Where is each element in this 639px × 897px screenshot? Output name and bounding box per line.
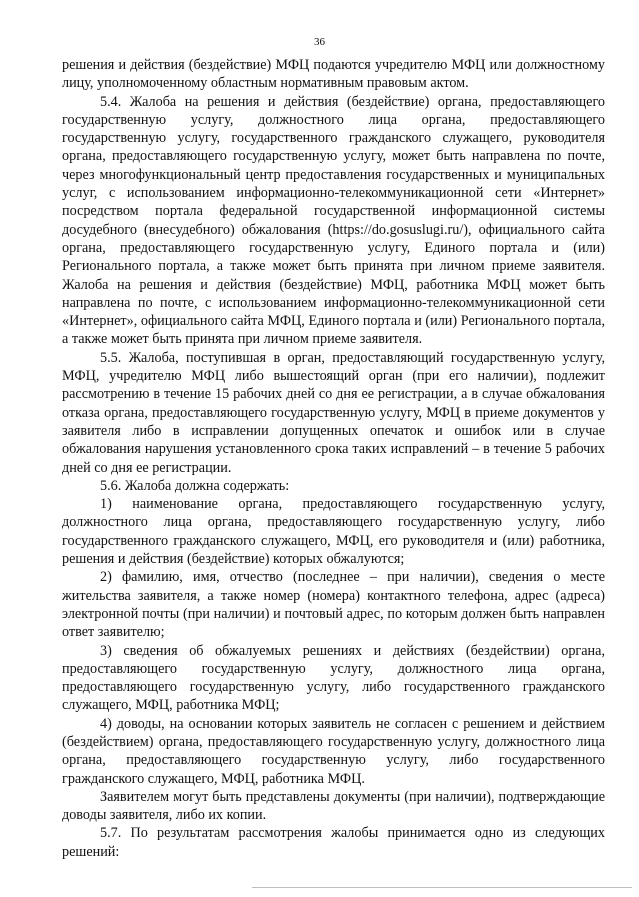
page-number: 36: [314, 36, 325, 48]
paragraph-applicant-documents: Заявителем могут быть представлены документы (при наличии), подтверждающие доводы заявителя, либо их копии.: [62, 788, 605, 824]
list-item-2: 2) фамилию, имя, отчество (последнее – при наличии), сведения о месте жительства заявителя, а также номер (номера) контактного телефона, адрес (адреса) электронной почты (при наличии) и почтовый адрес, по которым должен быть направлен ответ заявителю;: [62, 569, 605, 641]
paragraph-continuation: решения и действия (бездействие) МФЦ подаются учредителю МФЦ или должностному лицу, уполномоченному областным нормативным правовым актом.: [62, 57, 605, 92]
list-item-4: 4) доводы, на основании которых заявитель не согласен с решением и действием (бездействием) органа, предоставляющего государственную услугу, должностного лица органа, предоставляющего государственную услугу, либо государственного гражданского служащего, МФЦ, работника МФЦ.: [62, 715, 605, 787]
paragraph-5-4: 5.4. Жалоба на решения и действия (бездействие) органа, предоставляющего государственную услугу, должностного лица органа, предоставляющего государственную услугу, государственного гражданского служащего, руководителя органа, предоставляющего государственную услугу, может быть направлена по почте, через многофункциональный центр предоставления государственных и муниципальных услуг, с использованием информационно-телекоммуникационной сети «Интернет» посредством портала федеральной государственной информационной системы досудебного (внесудебного) обжалования (https://do.gosuslugi.ru/), официального сайта органа, предоставляющего государственную услугу, Единого портала и (или) Регионального портала, а также может быть принята при личном приеме заявителя. Жалоба на решения и действия (бездействие) МФЦ, работника МФЦ может быть направлена по почте, с использованием информационно-телекоммуникационной сети «Интернет», официального сайта МФЦ, Единого портала и (или) Регионального портала, а также может быть принята при личном приеме заявителя.: [62, 93, 605, 348]
paragraph-5-7: 5.7. По результатам рассмотрения жалобы принимается одно из следующих решений:: [62, 825, 605, 860]
paragraph-5-5: 5.5. Жалоба, поступившая в орган, предоставляющий государственную услугу, МФЦ, учредителю МФЦ либо вышестоящий орган (при его наличии), подлежит рассмотрению в течение 15 рабочих дней со дня ее регистрации, а в случае обжалования отказа органа, предоставляющего государственную услугу, МФЦ в приеме документов у заявителя либо в исправлении допущенных опечаток и ошибок или в случае обжалования нарушения установленного срока таких исправлений – в течение 5 рабочих дней со дня ее регистрации.: [62, 349, 605, 476]
bottom-divider: [252, 887, 632, 888]
document-body: [62, 56, 605, 861]
list-item-1: 1) наименование органа, предоставляющего государственную услугу, должностного лица органа, предоставляющего государственную услугу, либо государственного гражданского служащего, МФЦ, его руководителя и (или) работника, решения и действия (бездействие) которых обжалуются;: [62, 496, 605, 568]
paragraph-5-6: 5.6. Жалоба должна содержать:: [100, 477, 290, 494]
list-item-3: 3) сведения об обжалуемых решениях и действиях (бездействии) органа, предоставляющего государственную услугу, должностного лица органа, предоставляющего государственную услугу, либо государственного гражданского служащего, МФЦ, работника МФЦ;: [62, 642, 605, 714]
